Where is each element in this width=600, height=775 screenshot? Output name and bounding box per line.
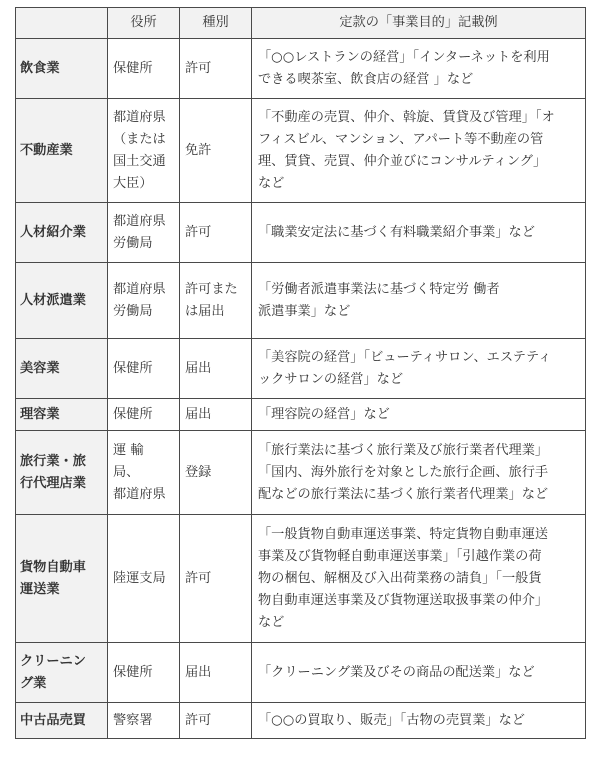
type-cell: 届出 bbox=[180, 399, 252, 431]
industry-cell: 理容業 bbox=[16, 399, 108, 431]
example-cell: 「旅行業法に基づく旅行業及び旅行業者代理業」 「国内、海外旅行を対象とした旅行企画、旅行手 配などの旅行業法に基づく旅行業者代理業」など bbox=[252, 431, 586, 515]
industry-cell: 中古品売買 bbox=[16, 703, 108, 739]
table-row bbox=[16, 339, 586, 399]
industry-cell: 美容業 bbox=[16, 339, 108, 399]
example-cell: 「一般貨物自動車運送事業、特定貨物自動車運送 事業及び貨物軽自動車運送事業」「引越作業の荷 物の梱包、解梱及び入出荷業務の請負」「一般貨 物自動車運送事業及び貨物運送取扱事業の仲介」 など bbox=[252, 515, 586, 643]
industry-cell: 不動産業 bbox=[16, 99, 108, 203]
table-row bbox=[16, 399, 586, 431]
office-cell: 陸運支局 bbox=[108, 515, 180, 643]
example-cell: 「○○レストランの経営」「インターネットを利用 できる喫茶室、飲食店の経営 」など bbox=[252, 39, 586, 99]
office-cell: 運 輸 局、 都道府県 bbox=[108, 431, 180, 515]
example-cell: 「職業安定法に基づく有料職業紹介事業」など bbox=[252, 203, 586, 263]
table-row bbox=[16, 99, 586, 203]
type-cell: 許可 bbox=[180, 203, 252, 263]
table-row bbox=[16, 515, 586, 643]
industry-cell: 旅行業・旅 行代理店業 bbox=[16, 431, 108, 515]
industry-cell: 人材派遣業 bbox=[16, 263, 108, 339]
office-cell: 都道府県 （または 国土交通 大臣） bbox=[108, 99, 180, 203]
example-cell: 「美容院の経営」「ビューティサロン、エステティ ックサロンの経営」など bbox=[252, 339, 586, 399]
industry-cell: 貨物自動車 運送業 bbox=[16, 515, 108, 643]
office-cell: 警察署 bbox=[108, 703, 180, 739]
table-header bbox=[16, 8, 586, 39]
table-row bbox=[16, 643, 586, 703]
industry-cell: 人材紹介業 bbox=[16, 203, 108, 263]
type-cell: 許可 bbox=[180, 703, 252, 739]
header-row bbox=[16, 8, 586, 39]
table-body bbox=[16, 39, 586, 739]
office-cell: 保健所 bbox=[108, 39, 180, 99]
table-row bbox=[16, 703, 586, 739]
office-cell: 都道府県 労働局 bbox=[108, 203, 180, 263]
example-cell: 「クリーニング業及びその商品の配送業」など bbox=[252, 643, 586, 703]
header-office: 役所 bbox=[108, 8, 180, 39]
office-cell: 都道府県 労働局 bbox=[108, 263, 180, 339]
type-cell: 許可また は届出 bbox=[180, 263, 252, 339]
example-cell: 「労働者派遣事業法に基づく特定労 働者 派遣事業」など bbox=[252, 263, 586, 339]
type-cell: 届出 bbox=[180, 339, 252, 399]
table-row bbox=[16, 263, 586, 339]
type-cell: 免許 bbox=[180, 99, 252, 203]
table-row bbox=[16, 203, 586, 263]
example-cell: 「理容院の経営」など bbox=[252, 399, 586, 431]
industry-cell: 飲食業 bbox=[16, 39, 108, 99]
example-cell: 「不動産の売買、仲介、斡旋、賃貸及び管理」「オ フィスビル、マンション、アパート等不動産の管 理、賃貸、売買、仲介並びにコンサルティング」 など bbox=[252, 99, 586, 203]
industry-cell: クリーニン グ業 bbox=[16, 643, 108, 703]
table-row bbox=[16, 431, 586, 515]
type-cell: 登録 bbox=[180, 431, 252, 515]
example-cell: 「○○の買取り、販売」「古物の売買業」など bbox=[252, 703, 586, 739]
type-cell: 許可 bbox=[180, 515, 252, 643]
office-cell: 保健所 bbox=[108, 399, 180, 431]
type-cell: 届出 bbox=[180, 643, 252, 703]
type-cell: 許可 bbox=[180, 39, 252, 99]
office-cell: 保健所 bbox=[108, 339, 180, 399]
table-row bbox=[16, 39, 586, 99]
header-industry bbox=[16, 8, 108, 39]
header-example: 定款の「事業目的」記載例 bbox=[252, 8, 586, 39]
business-license-table bbox=[15, 7, 586, 739]
header-type: 種別 bbox=[180, 8, 252, 39]
office-cell: 保健所 bbox=[108, 643, 180, 703]
